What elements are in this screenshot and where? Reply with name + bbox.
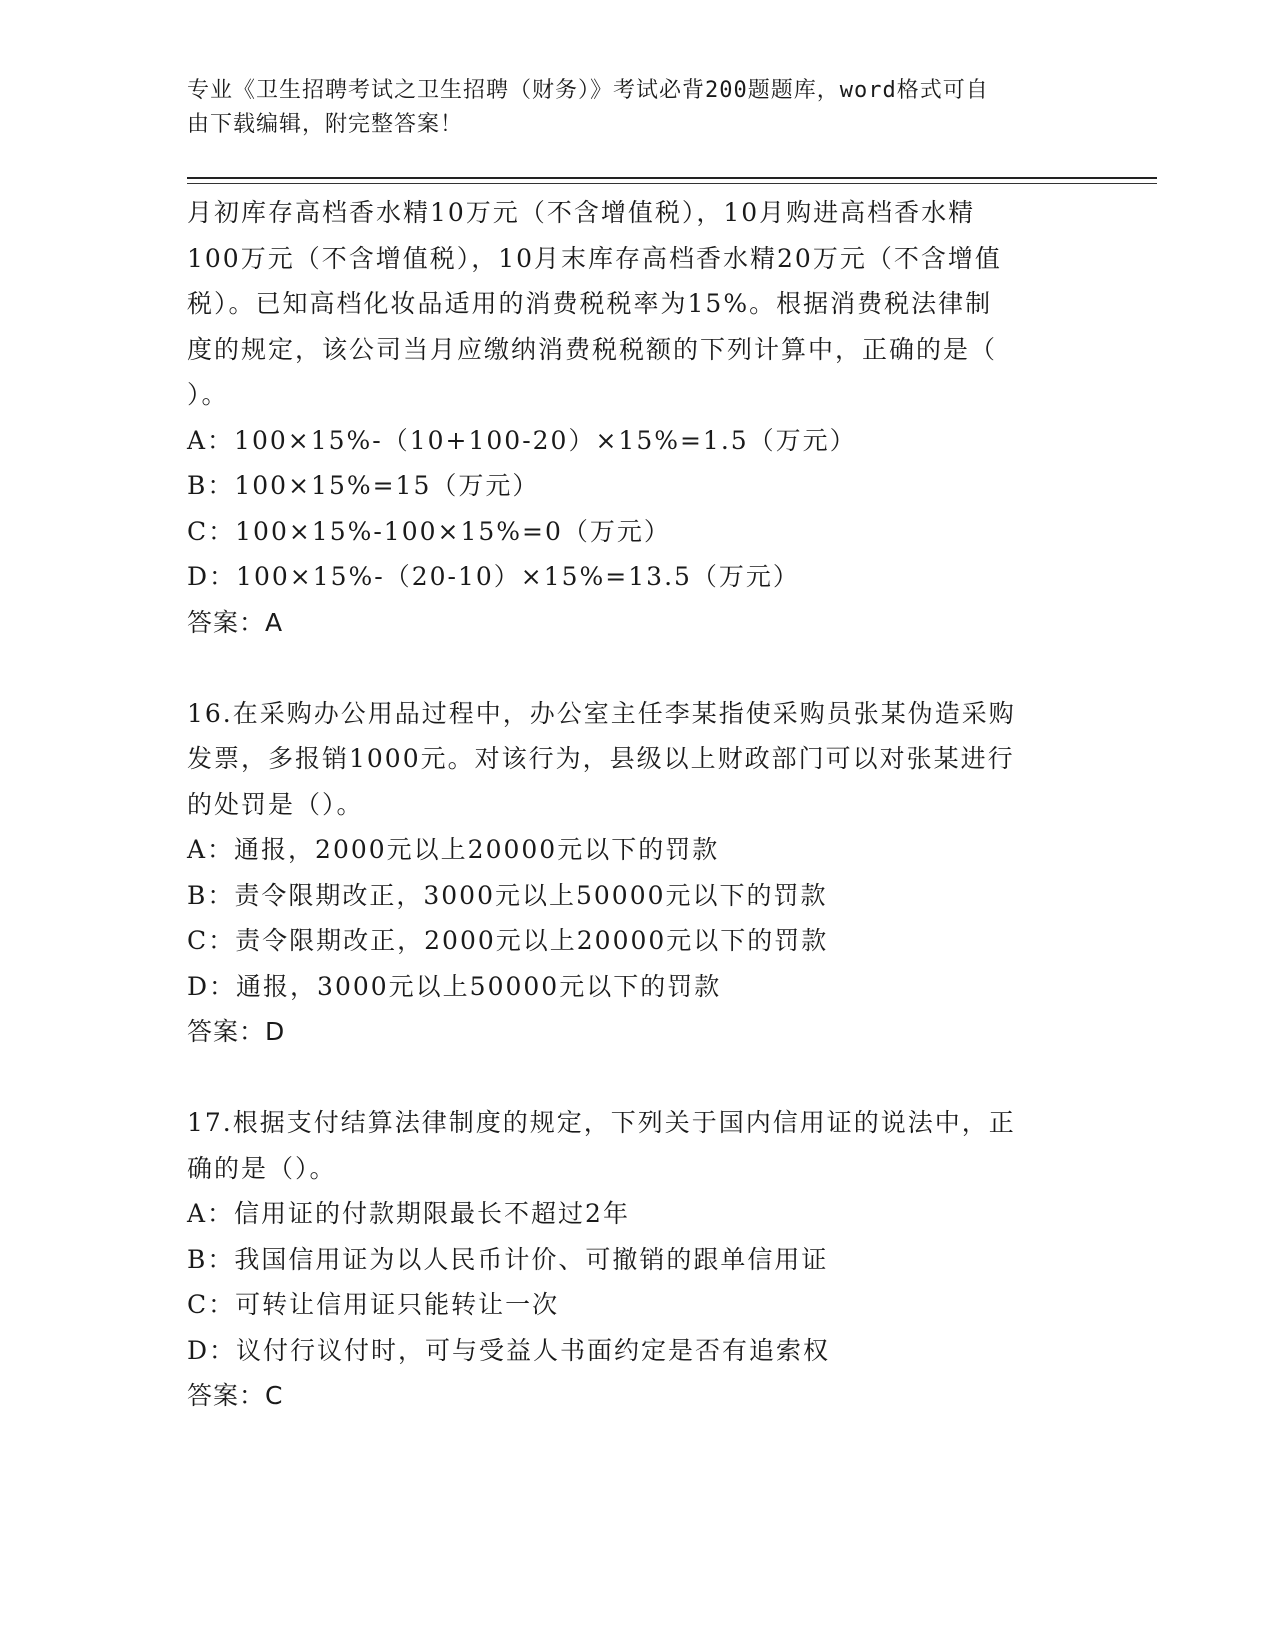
question-text-line: 17.根据支付结算法律制度的规定，下列关于国内信用证的说法中，正 <box>187 1108 1016 1137</box>
question-block <box>187 190 1077 645</box>
question-text-line: 发票，多报销1000元。对该行为，县级以上财政部门可以对张某进行 <box>187 744 1015 773</box>
option-b: B：责令限期改正，3000元以上50000元以下的罚款 <box>187 880 828 910</box>
option-c: C：可转让信用证只能转让一次 <box>187 1290 560 1319</box>
option-a: A：通报，2000元以上20000元以下的罚款 <box>187 835 720 864</box>
option-c: C：100×15%-100×15%=0（万元） <box>187 516 671 546</box>
header-divider-thick <box>187 177 1157 179</box>
answer-line: 答案：C <box>187 1381 284 1410</box>
question-text-line: 月初库存高档香水精10万元（不含增值税），10月购进高档香水精 <box>187 198 976 227</box>
question-block <box>187 691 1077 1055</box>
question-text-line: 税）。已知高档化妆品适用的消费税税率为15%。根据消费税法律制 <box>187 289 993 318</box>
question-text-line: ）。 <box>187 380 229 409</box>
option-d: D：议付行议付时，可与受益人书面约定是否有追索权 <box>187 1335 831 1365</box>
question-text-line: 的处罚是（）。 <box>187 789 364 819</box>
document-header <box>187 74 1067 142</box>
question-list <box>187 190 1077 1419</box>
option-d: D：通报，3000元以上50000元以下的罚款 <box>187 971 722 1001</box>
option-d: D：100×15%-（20-10）×15%=13.5（万元） <box>187 562 800 591</box>
question-text-line: 确的是（）。 <box>187 1153 337 1183</box>
answer-line: 答案：A <box>187 607 284 637</box>
question-block <box>187 1100 1077 1419</box>
header-divider-thin <box>187 183 1157 184</box>
question-text-line: 16.在采购办公用品过程中，办公室主任李某指使采购员张某伪造采购 <box>187 698 1016 728</box>
header-line-1: 专业《卫生招聘考试之卫生招聘（财务）》考试必背200题题库，word格式可自 <box>187 78 989 103</box>
question-text-line: 度的规定，该公司当月应缴纳消费税税额的下列计算中，正确的是（ <box>187 334 998 364</box>
option-a: A：信用证的付款期限最长不超过2年 <box>187 1199 630 1228</box>
option-a: A：100×15%-（10+100-20）×15%=1.5（万元） <box>187 425 857 455</box>
option-c: C：责令限期改正，2000元以上20000元以下的罚款 <box>187 926 829 955</box>
option-b: B：100×15%=15（万元） <box>187 471 540 500</box>
header-line-2: 由下载编辑，附完整答案！ <box>187 112 464 137</box>
question-text-line: 100万元（不含增值税），10月末库存高档香水精20万元（不含增值 <box>187 243 1002 273</box>
option-b: B：我国信用证为以人民币计价、可撤销的跟单信用证 <box>187 1244 829 1274</box>
block-spacer <box>187 645 1077 691</box>
block-spacer <box>187 1055 1077 1101</box>
answer-line: 答案：D <box>187 1017 286 1046</box>
